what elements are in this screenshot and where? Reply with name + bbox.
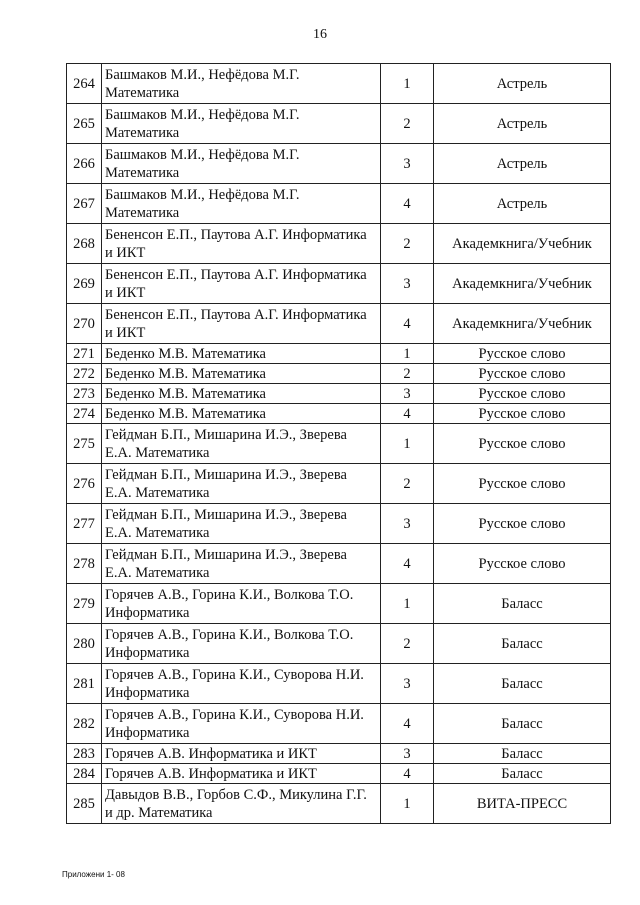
publisher-cell: Академкнига/Учебник (434, 264, 611, 304)
title-cell: Горячев А.В., Горина К.И., Волкова Т.О. Информатика (102, 584, 381, 624)
publisher-cell: Баласс (434, 664, 611, 704)
table-row (67, 264, 611, 304)
footer-note: Приложени 1- 08 (62, 870, 125, 879)
title-cell: Беденко М.В. Математика (102, 384, 381, 404)
row-number-cell: 277 (67, 504, 102, 544)
grade-cell: 1 (381, 784, 434, 824)
table-row (67, 664, 611, 704)
table-row (67, 424, 611, 464)
title-cell: Горячев А.В. Информатика и ИКТ (102, 744, 381, 764)
row-number-cell: 282 (67, 704, 102, 744)
grade-cell: 1 (381, 424, 434, 464)
table-row (67, 544, 611, 584)
title-cell: Горячев А.В., Горина К.И., Суворова Н.И. Информатика (102, 704, 381, 744)
publisher-cell: Русское слово (434, 424, 611, 464)
table-row (67, 744, 611, 764)
grade-cell: 3 (381, 384, 434, 404)
row-number-cell: 265 (67, 104, 102, 144)
table-row (67, 304, 611, 344)
publisher-cell: Русское слово (434, 364, 611, 384)
row-number-cell: 273 (67, 384, 102, 404)
publisher-cell: Русское слово (434, 544, 611, 584)
table-row (67, 64, 611, 104)
table-row (67, 584, 611, 624)
publisher-cell: Русское слово (434, 504, 611, 544)
grade-cell: 3 (381, 744, 434, 764)
grade-cell: 1 (381, 64, 434, 104)
publisher-cell: Баласс (434, 744, 611, 764)
publisher-cell: Астрель (434, 104, 611, 144)
grade-cell: 2 (381, 464, 434, 504)
table-row (67, 504, 611, 544)
grade-cell: 3 (381, 664, 434, 704)
title-cell: Башмаков М.И., Нефёдова М.Г. Математика (102, 64, 381, 104)
grade-cell: 3 (381, 144, 434, 184)
publisher-cell: Русское слово (434, 464, 611, 504)
grade-cell: 1 (381, 584, 434, 624)
title-cell: Башмаков М.И., Нефёдова М.Г. Математика (102, 184, 381, 224)
grade-cell: 3 (381, 504, 434, 544)
publisher-cell: ВИТА-ПРЕСС (434, 784, 611, 824)
grade-cell: 4 (381, 764, 434, 784)
grade-cell: 1 (381, 344, 434, 364)
table-row (67, 184, 611, 224)
row-number-cell: 279 (67, 584, 102, 624)
publisher-cell: Русское слово (434, 404, 611, 424)
publisher-cell: Академкнига/Учебник (434, 224, 611, 264)
title-cell: Гейдман Б.П., Мишарина И.Э., Зверева Е.А. Математика (102, 424, 381, 464)
grade-cell: 4 (381, 544, 434, 584)
grade-cell: 4 (381, 304, 434, 344)
row-number-cell: 268 (67, 224, 102, 264)
grade-cell: 2 (381, 104, 434, 144)
publisher-cell: Академкнига/Учебник (434, 304, 611, 344)
title-cell: Башмаков М.И., Нефёдова М.Г. Математика (102, 104, 381, 144)
title-cell: Гейдман Б.П., Мишарина И.Э., Зверева Е.А. Математика (102, 464, 381, 504)
grade-cell: 4 (381, 184, 434, 224)
table-row (67, 104, 611, 144)
table-row (67, 364, 611, 384)
table-row (67, 384, 611, 404)
row-number-cell: 281 (67, 664, 102, 704)
title-cell: Беденко М.В. Математика (102, 344, 381, 364)
table-row (67, 404, 611, 424)
publisher-cell: Астрель (434, 64, 611, 104)
row-number-cell: 266 (67, 144, 102, 184)
grade-cell: 2 (381, 224, 434, 264)
row-number-cell: 271 (67, 344, 102, 364)
publisher-cell: Баласс (434, 704, 611, 744)
title-cell: Беденко М.В. Математика (102, 364, 381, 384)
table-row (67, 624, 611, 664)
title-cell: Горячев А.В. Информатика и ИКТ (102, 764, 381, 784)
grade-cell: 4 (381, 704, 434, 744)
row-number-cell: 275 (67, 424, 102, 464)
grade-cell: 3 (381, 264, 434, 304)
table-row (67, 704, 611, 744)
title-cell: Гейдман Б.П., Мишарина И.Э., Зверева Е.А. Математика (102, 544, 381, 584)
table-row (67, 344, 611, 364)
table-row (67, 224, 611, 264)
publisher-cell: Астрель (434, 184, 611, 224)
publisher-cell: Русское слово (434, 344, 611, 364)
title-cell: Бененсон Е.П., Паутова А.Г. Информатика и ИКТ (102, 304, 381, 344)
title-cell: Бененсон Е.П., Паутова А.Г. Информатика и ИКТ (102, 224, 381, 264)
table-row (67, 464, 611, 504)
title-cell: Бененсон Е.П., Паутова А.Г. Информатика и ИКТ (102, 264, 381, 304)
title-cell: Давыдов В.В., Горбов С.Ф., Микулина Г.Г. и др. Математика (102, 784, 381, 824)
row-number-cell: 274 (67, 404, 102, 424)
table-row (67, 764, 611, 784)
publisher-cell: Русское слово (434, 384, 611, 404)
row-number-cell: 285 (67, 784, 102, 824)
row-number-cell: 264 (67, 64, 102, 104)
page-number: 16 (313, 27, 327, 42)
title-cell: Гейдман Б.П., Мишарина И.Э., Зверева Е.А. Математика (102, 504, 381, 544)
textbook-table (66, 63, 611, 824)
row-number-cell: 284 (67, 764, 102, 784)
row-number-cell: 272 (67, 364, 102, 384)
row-number-cell: 267 (67, 184, 102, 224)
row-number-cell: 278 (67, 544, 102, 584)
publisher-cell: Баласс (434, 764, 611, 784)
table-row (67, 144, 611, 184)
row-number-cell: 280 (67, 624, 102, 664)
publisher-cell: Баласс (434, 584, 611, 624)
textbook-table-body (67, 64, 611, 824)
title-cell: Беденко М.В. Математика (102, 404, 381, 424)
title-cell: Горячев А.В., Горина К.И., Волкова Т.О. Информатика (102, 624, 381, 664)
grade-cell: 2 (381, 624, 434, 664)
row-number-cell: 270 (67, 304, 102, 344)
grade-cell: 2 (381, 364, 434, 384)
row-number-cell: 283 (67, 744, 102, 764)
title-cell: Горячев А.В., Горина К.И., Суворова Н.И. Информатика (102, 664, 381, 704)
row-number-cell: 269 (67, 264, 102, 304)
row-number-cell: 276 (67, 464, 102, 504)
table-row (67, 784, 611, 824)
title-cell: Башмаков М.И., Нефёдова М.Г. Математика (102, 144, 381, 184)
publisher-cell: Баласс (434, 624, 611, 664)
publisher-cell: Астрель (434, 144, 611, 184)
grade-cell: 4 (381, 404, 434, 424)
